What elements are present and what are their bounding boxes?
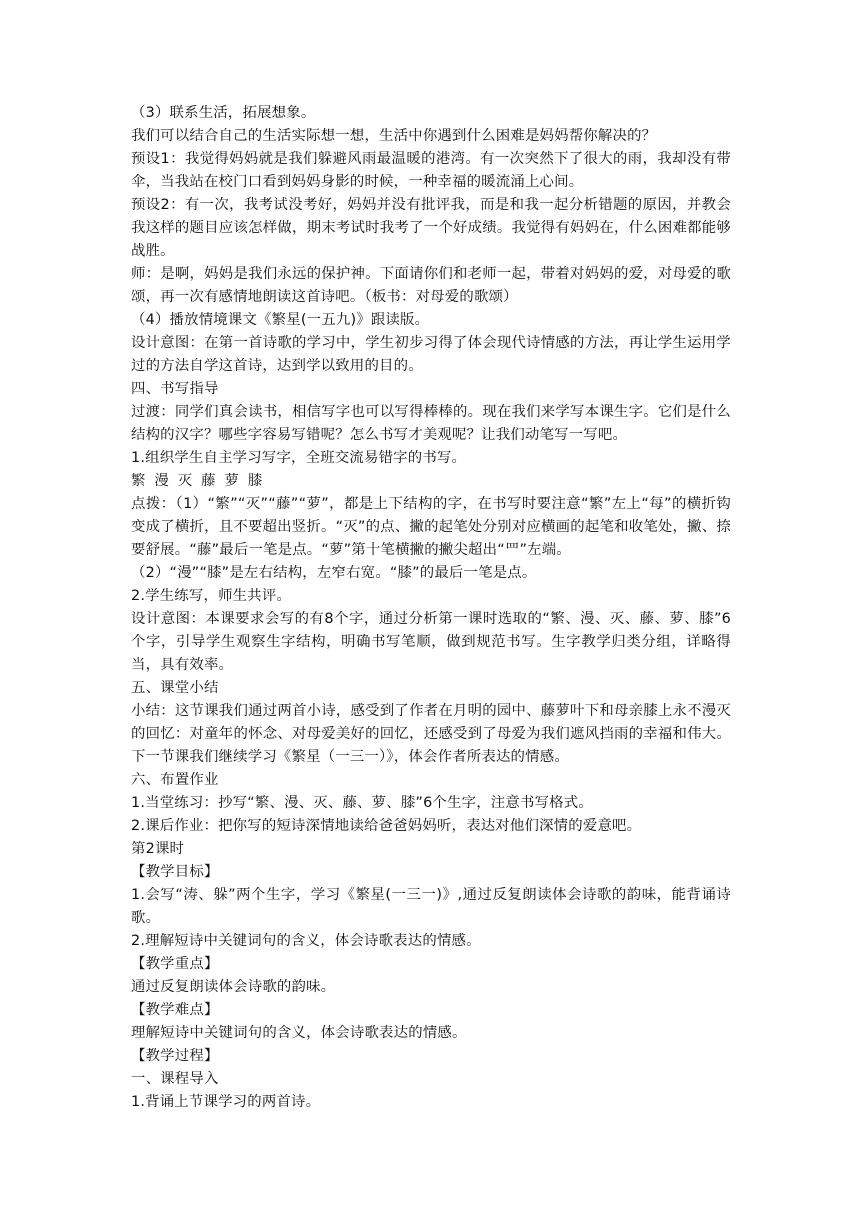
- section-heading: 【教学目标】: [131, 864, 219, 880]
- paragraph: 1.组织学生自主学习写字，全班交流易错字的书写。: [131, 450, 467, 466]
- section-heading: 一、课程导入: [131, 1071, 219, 1087]
- paragraph: 设计意图：在第一首诗歌的学习中，学生初步习得了体会现代诗情感的方法，再让学生运用学过的方法自学这首诗，达到学以致用的目的。: [131, 335, 731, 374]
- paragraph: 2.课后作业：把你写的短诗深情地读给爸爸妈妈听，表达对他们深情的爱意吧。: [131, 818, 642, 834]
- paragraph: 师：是啊，妈妈是我们永远的保护神。下面请你们和老师一起，带着对妈妈的爱，对母爱的歌颂，再一次有感情地朗读这首诗吧。（板书：对母爱的歌颂）: [131, 266, 731, 305]
- lesson-heading: 第2课时: [131, 841, 185, 857]
- paragraph: （3）联系生活，拓展想象。: [131, 105, 316, 121]
- paragraph: 1.背诵上节课学习的两首诗。: [131, 1094, 321, 1110]
- character-list: 繁 漫 灭 藤 萝 膝: [131, 473, 263, 489]
- section-heading: 五、课堂小结: [131, 680, 219, 696]
- paragraph: 我们可以结合自己的生活实际想一想，生活中你遇到什么困难是妈妈帮你解决的？: [131, 128, 657, 144]
- paragraph: 过渡：同学们真会读书，相信写字也可以写得棒棒的。现在我们来学写本课生字。它们是什么结构的汉字？哪些字容易写错呢？怎么书写才美观呢？让我们动笔写一写吧。: [131, 404, 731, 443]
- section-heading: 四、书写指导: [131, 381, 219, 397]
- paragraph: 设计意图：本课要求会写的有8个字，通过分析第一课时选取的“繁、漫、灭、藤、萝、膝”6个字，引导学生观察生字结构，明确书写笔顺，做到规范书写。生字教学归类分组，详略得当，具有效率。: [131, 611, 731, 673]
- paragraph: （2）“漫”“膝”是左右结构，左窄右宽。“膝”的最后一笔是点。: [131, 565, 537, 581]
- paragraph: 1.当堂练习：抄写“繁、漫、灭、藤、萝、膝”6个生字，注意书写格式。: [131, 795, 593, 811]
- paragraph: 通过反复朗读体会诗歌的韵味。: [131, 979, 336, 995]
- paragraph: 点拨：（1）“繁”“灭”“藤”“萝”，都是上下结构的字，在书写时要注意“繁”左上“每”的横折钩变成了横折，且不要超出竖折。“灭”的点、撇的起笔处分别对应横画的起笔和收笔处，撇、捺要舒展。“藤”最后一笔是点。“萝”第十笔横撇的撇尖超出“罒”左端。: [131, 496, 731, 558]
- section-heading: 【教学难点】: [131, 1002, 219, 1018]
- section-heading: 六、布置作业: [131, 772, 219, 788]
- paragraph: 2.理解短诗中关键词句的含义，体会诗歌表达的情感。: [131, 933, 481, 949]
- paragraph: 小结：这节课我们通过两首小诗，感受到了作者在月明的园中、藤萝叶下和母亲膝上永不漫灭的回忆：对童年的怀念、对母爱美好的回忆，还感受到了母爱为我们遮风挡雨的幸福和伟大。下一节课我们继续学习《繁星（一三一）》，体会作者所表达的情感。: [131, 703, 731, 765]
- paragraph: 1.会写“涛、躲”两个生字，学习《繁星(一三一)》,通过反复朗读体会诗歌的韵味，能背诵诗歌。: [131, 887, 731, 926]
- paragraph: 预设1：我觉得妈妈就是我们躲避风雨最温暖的港湾。有一次突然下了很大的雨，我却没有带伞，当我站在校门口看到妈妈身影的时候，一种幸福的暖流涌上心间。: [131, 151, 731, 190]
- document-body: [131, 102, 731, 1114]
- paragraph: （4）播放情境课文《繁星(一五九)》跟读版。: [131, 312, 430, 328]
- paragraph: 2.学生练写，师生共评。: [131, 588, 292, 604]
- paragraph: 理解短诗中关键词句的含义，体会诗歌表达的情感。: [131, 1025, 467, 1041]
- section-heading: 【教学过程】: [131, 1048, 219, 1064]
- section-heading: 【教学重点】: [131, 956, 219, 972]
- paragraph: 预设2：有一次，我考试没考好，妈妈并没有批评我，而是和我一起分析错题的原因，并教会我这样的题目应该怎样做，期末考试时我考了一个好成绩。我觉得有妈妈在，什么困难都能够战胜。: [131, 197, 731, 259]
